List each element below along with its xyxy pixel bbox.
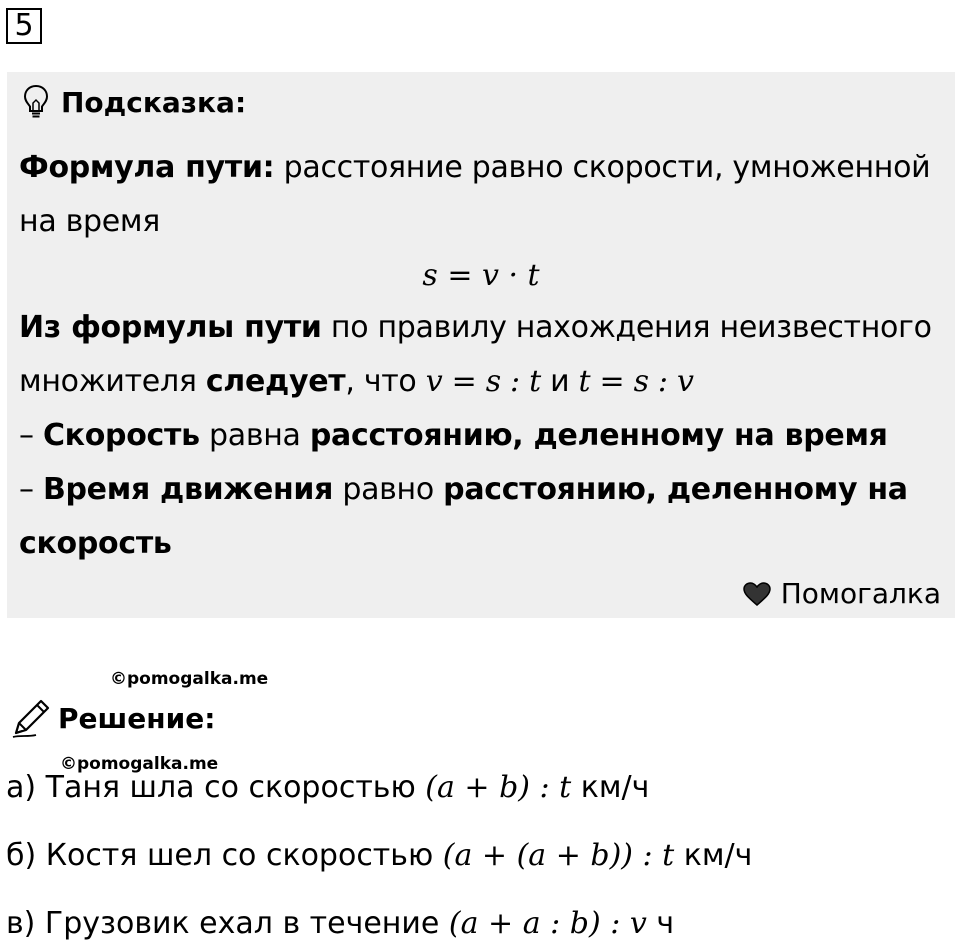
hint-line-7-bold: скорость	[19, 526, 172, 561]
hint-panel	[7, 72, 955, 618]
solution-item-c-prefix: в) Грузовик ехал в течение	[6, 906, 449, 941]
solution-item-a-formula: (a + b) : t	[425, 770, 572, 805]
solution-item-a-unit: км/ч	[571, 770, 650, 805]
path-formula	[7, 258, 955, 293]
hint-line-5	[19, 418, 888, 453]
hint-line-5-dash: –	[19, 418, 43, 453]
hint-line-4	[19, 364, 694, 399]
solution-item-c	[6, 906, 674, 941]
hint-line-6-dash: –	[19, 472, 43, 507]
hint-line-1	[19, 150, 930, 185]
hint-title-label: Подсказка:	[61, 85, 247, 119]
hint-line-2-text: на время	[19, 204, 160, 239]
solution-item-b	[6, 838, 752, 873]
hint-line-6-text: равно	[333, 472, 444, 507]
hint-line-5-bold-b: расстоянию, деленному на время	[309, 418, 888, 453]
solution-item-c-formula: (a + a : b) : v	[448, 906, 647, 941]
solution-item-b-formula: (a + (a + b)) : t	[442, 838, 675, 873]
task-number-box	[6, 8, 42, 44]
hint-title	[23, 80, 246, 124]
speed-formula: v = s : t	[425, 364, 541, 399]
solution-title	[10, 698, 215, 738]
solution-item-b-unit: км/ч	[674, 838, 753, 873]
hint-line-3	[19, 310, 932, 345]
brand-name: Помогалка	[780, 577, 941, 610]
hint-line-3-text: по правилу нахождения неизвестного	[321, 310, 932, 345]
task-number: 5	[14, 8, 34, 43]
watermark-2: ©pomogalka.me	[60, 754, 219, 774]
hint-line-6-bold-b: расстоянию, деленному на	[443, 472, 908, 507]
solution-item-c-unit: ч	[646, 906, 675, 941]
heart-icon	[743, 582, 771, 606]
solution-item-b-prefix: б) Костя шел со скоростью	[6, 838, 443, 873]
hint-line-3-bold: Из формулы пути	[19, 310, 322, 345]
hint-line-4-bold: следует	[205, 364, 346, 399]
hint-line-6	[19, 472, 908, 507]
pencil-icon	[10, 697, 52, 739]
hint-line-7	[19, 526, 172, 561]
solution-item-a	[6, 770, 649, 805]
time-formula: t = s : v	[578, 364, 694, 399]
solution-item-a-prefix: а) Таня шла со скоростью	[6, 770, 426, 805]
hint-line-1-bold: Формула пути:	[19, 150, 275, 185]
hint-line-5-text: равна	[199, 418, 310, 453]
watermark-1: ©pomogalka.me	[110, 669, 269, 689]
hint-line-4-text-b: , что	[345, 364, 426, 399]
hint-line-4-and: и	[540, 364, 579, 399]
path-formula-text: s = v · t	[422, 258, 540, 293]
hint-line-2	[19, 204, 160, 239]
hint-line-5-bold-a: Скорость	[42, 418, 200, 453]
hint-line-4-text-a: множителя	[19, 364, 206, 399]
hint-line-6-bold-a: Время движения	[42, 472, 334, 507]
lightbulb-icon	[23, 84, 49, 120]
hint-line-1-text: расстояние равно скорости, умноженной	[274, 150, 931, 185]
brand-label	[743, 577, 941, 610]
solution-title-label: Решение:	[58, 701, 216, 735]
